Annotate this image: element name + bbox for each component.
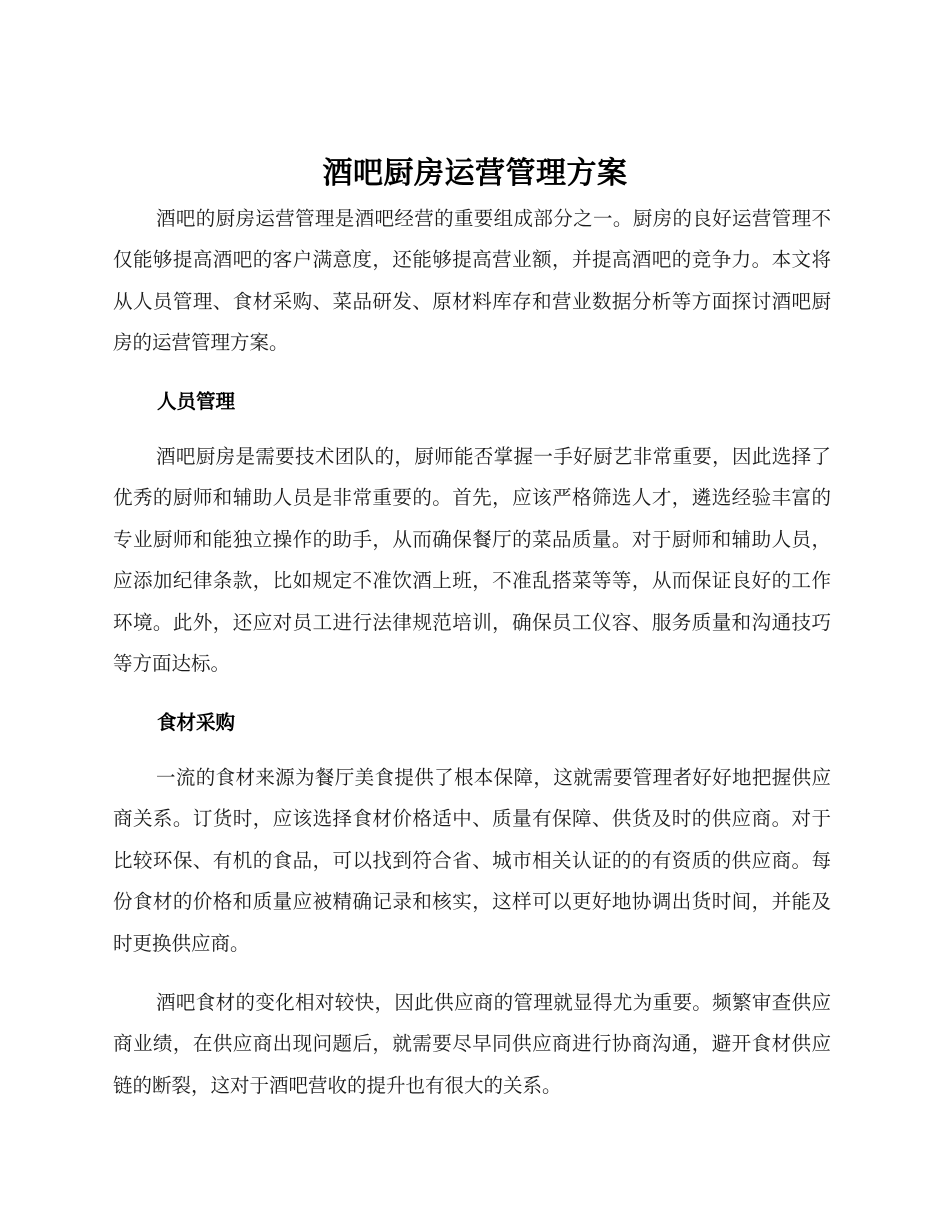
food-procurement-paragraph-1: 一流的食材来源为餐厅美食提供了根本保障，这就需要管理者好好地把握供应商关系。订货时，应该选择食材价格适中、质量有保障、供货及时的供应商。对于比较环保、有机的食品，可以找到符合省、城市相关认证的的有资质的供应商。每份食材的价格和质量应被精确记录和核实，这样可以更好地协调出货时间，并能及时更换供应商。 [113,766,831,955]
intro-paragraph: 酒吧的厨房运营管理是酒吧经营的重要组成部分之一。厨房的良好运营管理不仅能够提高酒吧的客户满意度，还能够提高营业额，并提高酒吧的竞争力。本文将从人员管理、食材采购、菜品研发、原材料库存和营业数据分析等方面探讨酒吧厨房的运营管理方案。 [113,207,831,355]
staff-paragraph-block [113,436,831,684]
food-paragraph-block-2 [113,982,831,1106]
food-paragraph-block-1 [113,757,831,964]
document-title: 酒吧厨房运营管理方案 [322,156,628,191]
intro-paragraph-block [113,198,831,364]
section-heading-staff-management: 人员管理 [157,390,236,413]
section-heading-food-procurement: 食材采购 [157,711,236,734]
food-procurement-paragraph-2: 酒吧食材的变化相对较快，因此供应商的管理就显得尤为重要。频繁审查供应商业绩，在供应商出现问题后，就需要尽早同供应商进行协商沟通，避开食材供应链的断裂，这对于酒吧营收的提升也有很大的关系。 [113,991,831,1097]
staff-management-paragraph: 酒吧厨房是需要技术团队的，厨师能否掌握一手好厨艺非常重要，因此选择了优秀的厨师和辅助人员是非常重要的。首先，应该严格筛选人才，遴选经验丰富的专业厨师和能独立操作的助手，从而确保餐厅的菜品质量。对于厨师和辅助人员，应添加纪律条款，比如规定不准饮酒上班，不准乱搭菜等等，从而保证良好的工作环境。此外，还应对员工进行法律规范培训，确保员工仪容、服务质量和沟通技巧等方面达标。 [113,445,831,676]
